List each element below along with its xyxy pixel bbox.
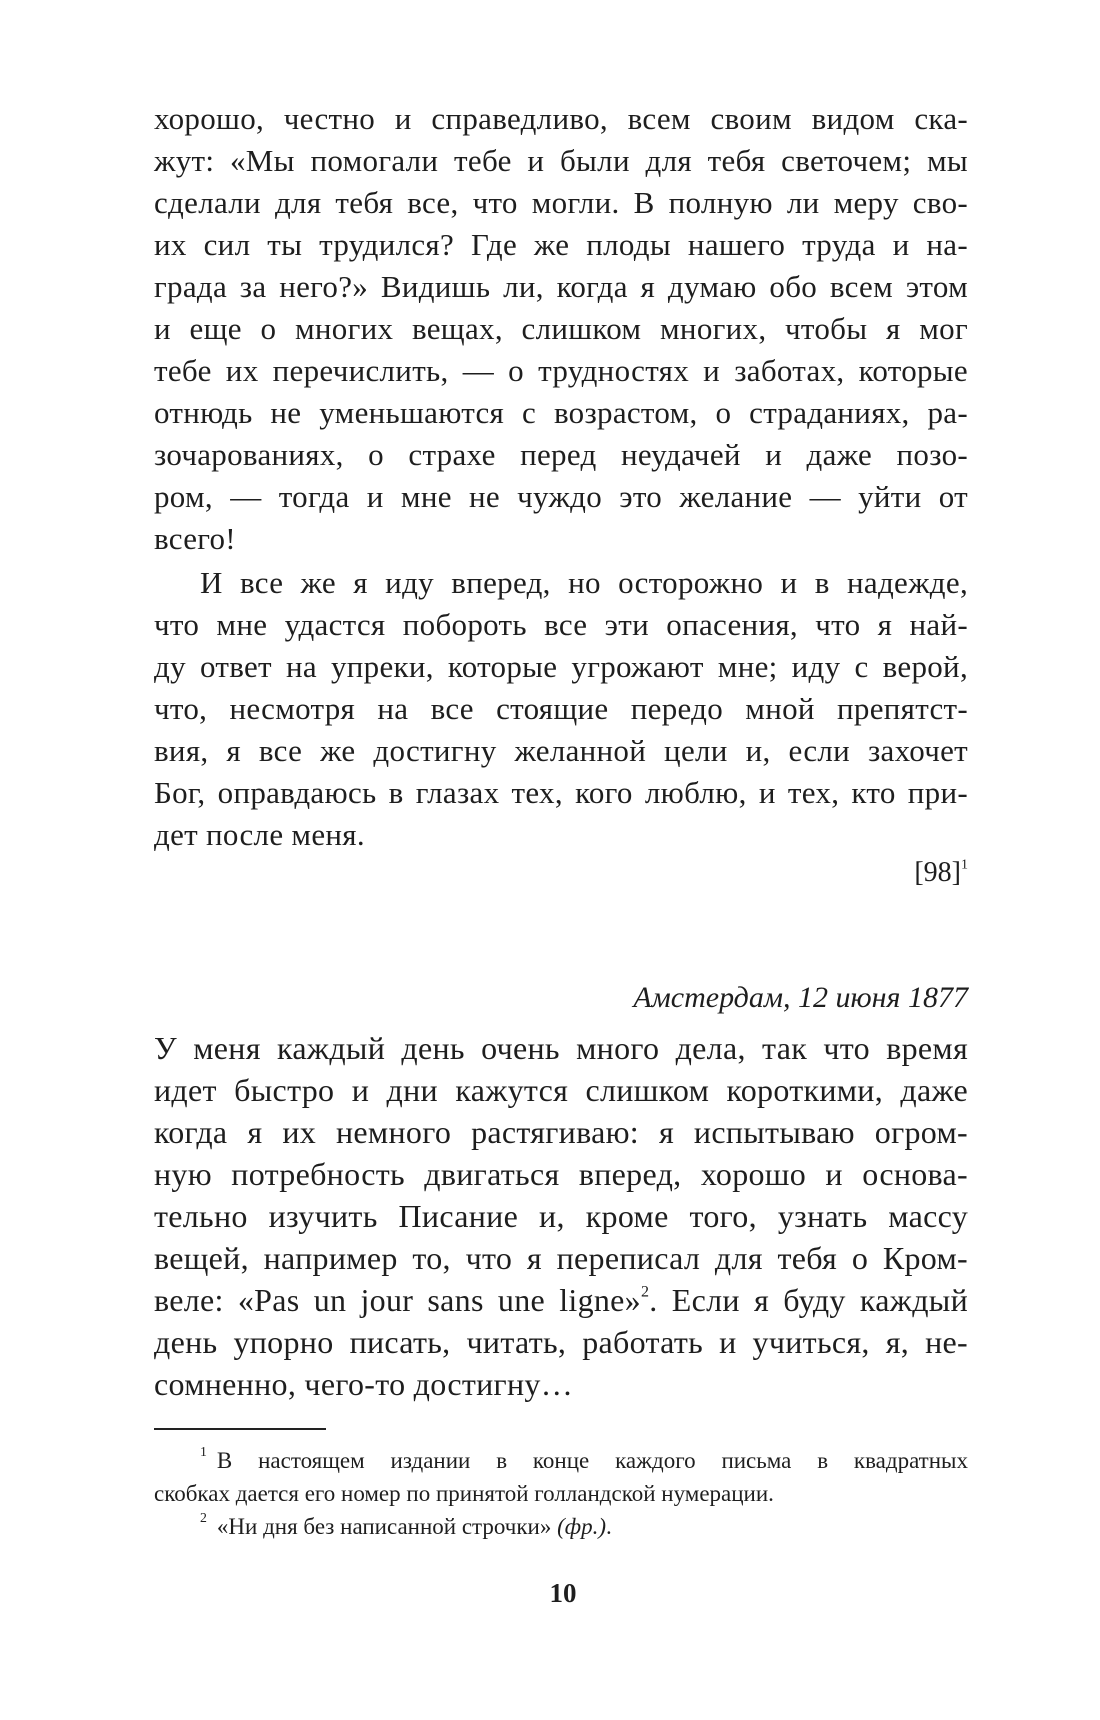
text-line: града за него?» Видишь ли, когда я думаю обо всем этом xyxy=(154,269,968,304)
text-line: идет быстро и дни кажутся слишком короткими, даже xyxy=(154,1072,968,1108)
text-line: отнюдь не уменьшаются с возрастом, о страданиях, ра- xyxy=(154,395,968,430)
text-line: тебе их перечислить, — о трудностях и заботах, которые xyxy=(154,353,968,388)
footnotes xyxy=(154,1444,968,1543)
paragraph-3 xyxy=(154,1027,968,1405)
text-line: день упорно писать, читать, работать и учиться, я, не- xyxy=(154,1324,968,1360)
text-line: всего! xyxy=(154,521,236,556)
page-number: 10 xyxy=(549,1578,577,1608)
text-line: сделали для тебя все, что могли. В полную ли меру сво- xyxy=(154,185,968,220)
text-line: сомненно, чего-то достигну… xyxy=(154,1366,574,1402)
letter-number: $[98]^1$ xyxy=(914,857,968,888)
text-line xyxy=(154,1279,968,1321)
text-line: жут: «Мы помогали тебе и были для тебя светочем; мы xyxy=(154,143,968,178)
footnote-2: $^2$ «Ни дня без написанной строчки» (фр.). xyxy=(200,1509,612,1539)
footnote-1-line-2: скобках дается его номер по принятой голландской нумерации. xyxy=(154,1481,774,1506)
text-line: вещей, например то, что я переписал для тебя о Кром- xyxy=(154,1240,968,1276)
text-line: зочарованиях, о страхе перед неудачей и даже позо- xyxy=(154,437,968,472)
footnote-1-line-1: $^1$ В настоящем издании в конце каждого письма в квадратных xyxy=(200,1443,968,1473)
paragraph-2 xyxy=(154,562,968,856)
text-line: хорошо, честно и справедливо, всем своим видом ска- xyxy=(154,101,968,136)
text-segment: . Если я буду каждый xyxy=(649,1282,968,1318)
text-line: У меня каждый день очень много дела, так что время xyxy=(154,1030,968,1066)
text-line: И все же я иду вперед, но осторожно и в надежде, xyxy=(200,565,968,600)
text-line: дет после меня. xyxy=(154,817,365,852)
text-segment: веле: «Pas un jour sans une ligne» xyxy=(154,1282,641,1318)
text-line: Бог, оправдаюсь в глазах тех, кого люблю, и тех, кто при- xyxy=(154,775,968,810)
text-line: когда я их немного растягиваю: я испытываю огром- xyxy=(154,1114,968,1150)
paragraph-1 xyxy=(154,98,968,560)
text-line: тельно изучить Писание и, кроме того, узнать массу xyxy=(154,1198,968,1234)
footnote-ref-2[interactable]: 2 xyxy=(640,1283,650,1301)
text-line: их сил ты трудился? Где же плоды нашего труда и на- xyxy=(154,227,968,262)
text-line: ду ответ на упреки, которые угрожают мне; иду с верой, xyxy=(154,649,968,684)
text-line: что мне удастся побороть все эти опасения, что я най- xyxy=(154,607,968,642)
text-line: ром, — тогда и мне не чуждо это желание — уйти от xyxy=(154,479,968,514)
dateline: Амстердам, 12 июня 1877 xyxy=(633,981,968,1014)
text-line: ную потребность двигаться вперед, хорошо и основа- xyxy=(154,1156,968,1192)
footnote-separator xyxy=(154,1428,326,1430)
text-line: и еще о многих вещах, слишком многих, чтобы я мог xyxy=(154,311,968,346)
footnote-ref-1[interactable]: 1 xyxy=(961,857,968,873)
text-line: вия, я все же достигну желанной цели и, если захочет xyxy=(154,733,968,768)
text-line: что, несмотря на все стоящие передо мной препятст- xyxy=(154,691,968,726)
